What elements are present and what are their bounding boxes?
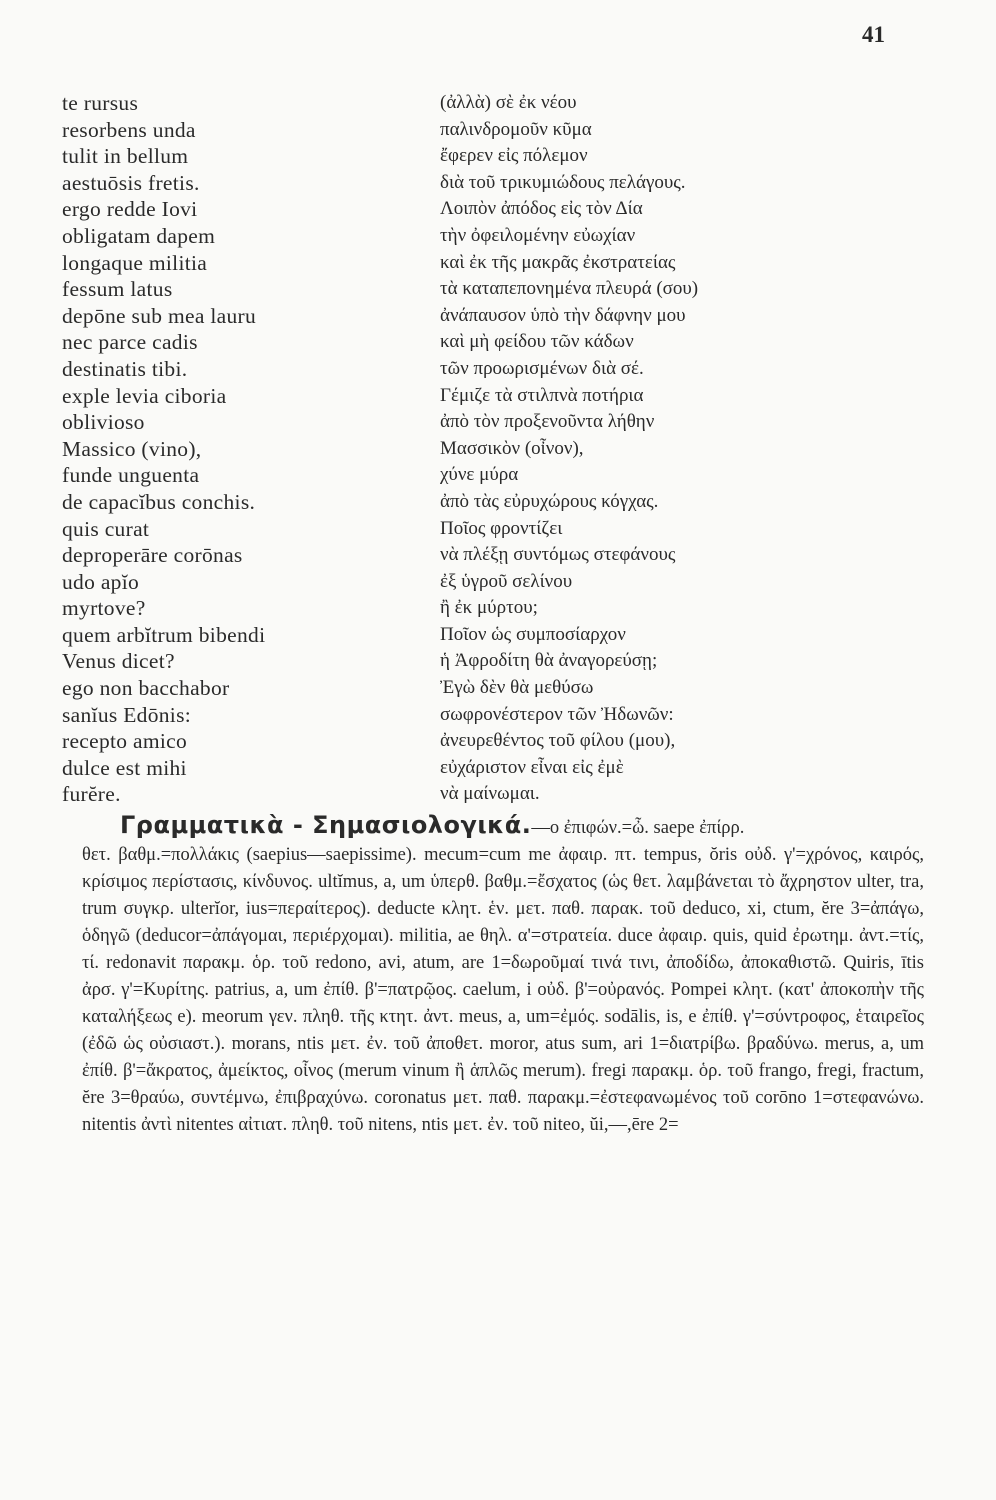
- latin-line: de capacĭbus conchis.: [62, 489, 256, 514]
- latin-line: ergo redde Iovi: [62, 197, 198, 222]
- latin-line: Venus dicet?: [62, 649, 175, 674]
- greek-line: ἐξ ὑγροῦ σελίνου: [440, 570, 573, 592]
- latin-line: recepto amico: [62, 729, 188, 754]
- latin-line: destinatis tibi.: [62, 356, 188, 381]
- latin-line: nec parce cadis: [62, 330, 198, 355]
- latin-line: exple levia ciboria: [62, 383, 227, 408]
- latin-line: ego non bacchabor: [62, 676, 230, 701]
- latin-line: oblivioso: [62, 410, 145, 435]
- greek-line: καὶ μὴ φείδου τῶν κάδων: [440, 331, 634, 353]
- latin-line: sanĭus Edōnis:: [62, 702, 192, 727]
- latin-line: funde unguenta: [62, 463, 200, 488]
- greek-line: καὶ ἐκ τῆς μακρᾶς ἐκστρατείας: [440, 251, 676, 273]
- greek-line: ἡ Ἀφροδίτη θὰ ἀναγορεύσῃ;: [440, 650, 658, 672]
- greek-line: Γέμιζε τὰ στιλπνὰ ποτήρια: [440, 384, 644, 406]
- greek-line: νὰ μαίνωμαι.: [440, 783, 540, 805]
- greek-line: Μασσικὸν (οἶνον),: [440, 437, 584, 459]
- greek-line: Ποῖον ὡς συμποσίαρχον: [440, 623, 626, 645]
- greek-line: σωφρονέστερον τῶν Ἠδωνῶν:: [440, 703, 674, 725]
- latin-line: myrtove?: [62, 596, 146, 621]
- notes-first-line: [82, 812, 924, 842]
- greek-line: εὐχάριστον εἶναι εἰς ἐμὲ: [440, 756, 624, 778]
- notes-heading: Γραμματικὰ - Σημασιολογικά.: [120, 811, 532, 839]
- latin-line: udo apĭo: [62, 569, 140, 594]
- latin-line: deproperāre corōnas: [62, 543, 243, 568]
- page-number: 41: [862, 22, 885, 47]
- greek-line: παλινδρομοῦν κῦμα: [440, 118, 592, 140]
- greek-line: χύνε μύρα: [440, 464, 519, 486]
- grammar-notes: [82, 812, 924, 1139]
- notes-body: θετ. βαθμ.=πολλάκις (saepius—saepissime). mecum=cum me ἀφαιρ. πτ. tempus, ŏris οὐδ. γ'=χρόνος, καιρός, κρίσιμος περίστασις, κίνδυνος. ultĭmus, a, um ὑπερθ. βαθμ.=ἔσχατος (ὡς θετ. λαμβάνεται τὸ ἄχρηστον ulter, tra, trum συγκρ. ulterĭor, ius=περαίτερος). deducte κλητ. ἑν. μετ. παθ. παρακ. τοῦ deduco, xi, ctum, ĕre 3=ἀπάγω, ὁδηγῶ (deducor=ἀπάγομαι, περιέρχομαι). militia, ae θηλ. α'=στρατεία. duce ἀφαιρ. quis, quid ἐρωτημ. ἀντ.=τίς, τί. redonavit παρακμ. ὁρ. τοῦ redono, avi, atum, are 1=δωροῦμαί τινά τινι, ἀποδίδω, ἀποκαθιστῶ. Quiris, ītis ἀρσ. γ'=Κυρίτης. patrius, a, um ἐπίθ. β'=πατρῷος. caelum, i οὐδ. β'=οὐρανός. Pompei κλητ. (κατ' ἀποκοπὴν τῆς καταλήξεως e). meorum γεν. πληθ. τῆς κτητ. ἀντ. meus, a, um=ἐμός. sodālis, is, e ἐπίθ. γ'=σύντροφος, ἑταιρεῖος (ἐδῶ ὡς οὐσιαστ.). morans, ntis μετ. ἐν. τοῦ ἀποθετ. moror, atus sum, ari 1=διατρίβω. βραδύνω. merus, a, um ἐπίθ. β'=ἄκρατος, ἀμείκτος, οἶνος (merum vinum ἢ ἁπλῶς merum). fregi παρακμ. ὁρ. τοῦ frango, fregi, fractum, ĕre 3=θραύω, συντέμνω, ἐπιβραχύνω. coronatus μετ. παθ. παρακμ.=ἐστεφανωμένος τοῦ corōno 1=στεφανώνω. nitentis ἀντὶ nitentes αἰτιατ. πληθ. τοῦ nitens, ntis μετ. ἐν. τοῦ niteo, ŭi,—,ēre 2=: [82, 845, 924, 1135]
- latin-line: furĕre.: [62, 782, 121, 807]
- latin-line: te rursus: [62, 91, 139, 115]
- greek-line: Λοιπὸν ἀπόδος εἰς τὸν Δία: [440, 198, 643, 220]
- greek-line: ἀπὸ τὰς εὐρυχώρους κόγχας.: [440, 490, 659, 512]
- latin-line: tulit in bellum: [62, 144, 189, 169]
- latin-text-column: [62, 90, 382, 808]
- greek-line: ἀνευρεθέντος τοῦ φίλου (μου),: [440, 730, 676, 752]
- latin-line: quis curat: [62, 516, 150, 541]
- greek-line: διὰ τοῦ τρικυμιώδους πελάγους.: [440, 171, 686, 193]
- greek-line: ἢ ἐκ μύρτου;: [440, 597, 538, 619]
- greek-translation-column: [440, 90, 880, 808]
- latin-line: obligatam dapem: [62, 223, 216, 248]
- latin-line: depōne sub mea lauru: [62, 303, 257, 328]
- greek-line: τὰ καταπεπονημένα πλευρά (σου): [440, 278, 699, 300]
- latin-line: aestuōsis fretis.: [62, 170, 200, 195]
- latin-line: dulce est mihi: [62, 755, 187, 780]
- greek-line: τὴν ὀφειλομένην εὐωχίαν: [440, 224, 636, 246]
- greek-line: τῶν προωρισμένων διὰ σέ.: [440, 357, 644, 379]
- latin-line: resorbens unda: [62, 117, 196, 142]
- greek-line: ἀπὸ τὸν προξενοῦντα λήθην: [440, 411, 655, 433]
- latin-line: Massico (vino),: [62, 436, 202, 461]
- greek-line: Ποῖος φροντίζει: [440, 517, 563, 539]
- greek-line: ἀνάπαυσον ὑπὸ τὴν δάφνην μου: [440, 304, 686, 326]
- latin-line: longaque militia: [62, 250, 208, 275]
- greek-line: Ἐγὼ δὲν θὰ μεθύσω: [440, 677, 594, 699]
- latin-line: fessum latus: [62, 277, 173, 302]
- greek-line: νὰ πλέξῃ συντόμως στεφάνους: [440, 544, 676, 566]
- latin-line: quem arbĭtrum bibendi: [62, 622, 266, 647]
- greek-line: (ἀλλὰ) σὲ ἐκ νέου: [440, 92, 577, 113]
- notes-first-line-text: —ο ἐπιφών.=ὦ. saepe ἐπίρρ.: [531, 818, 745, 838]
- greek-line: ἔφερεν εἰς πόλεμον: [440, 145, 588, 167]
